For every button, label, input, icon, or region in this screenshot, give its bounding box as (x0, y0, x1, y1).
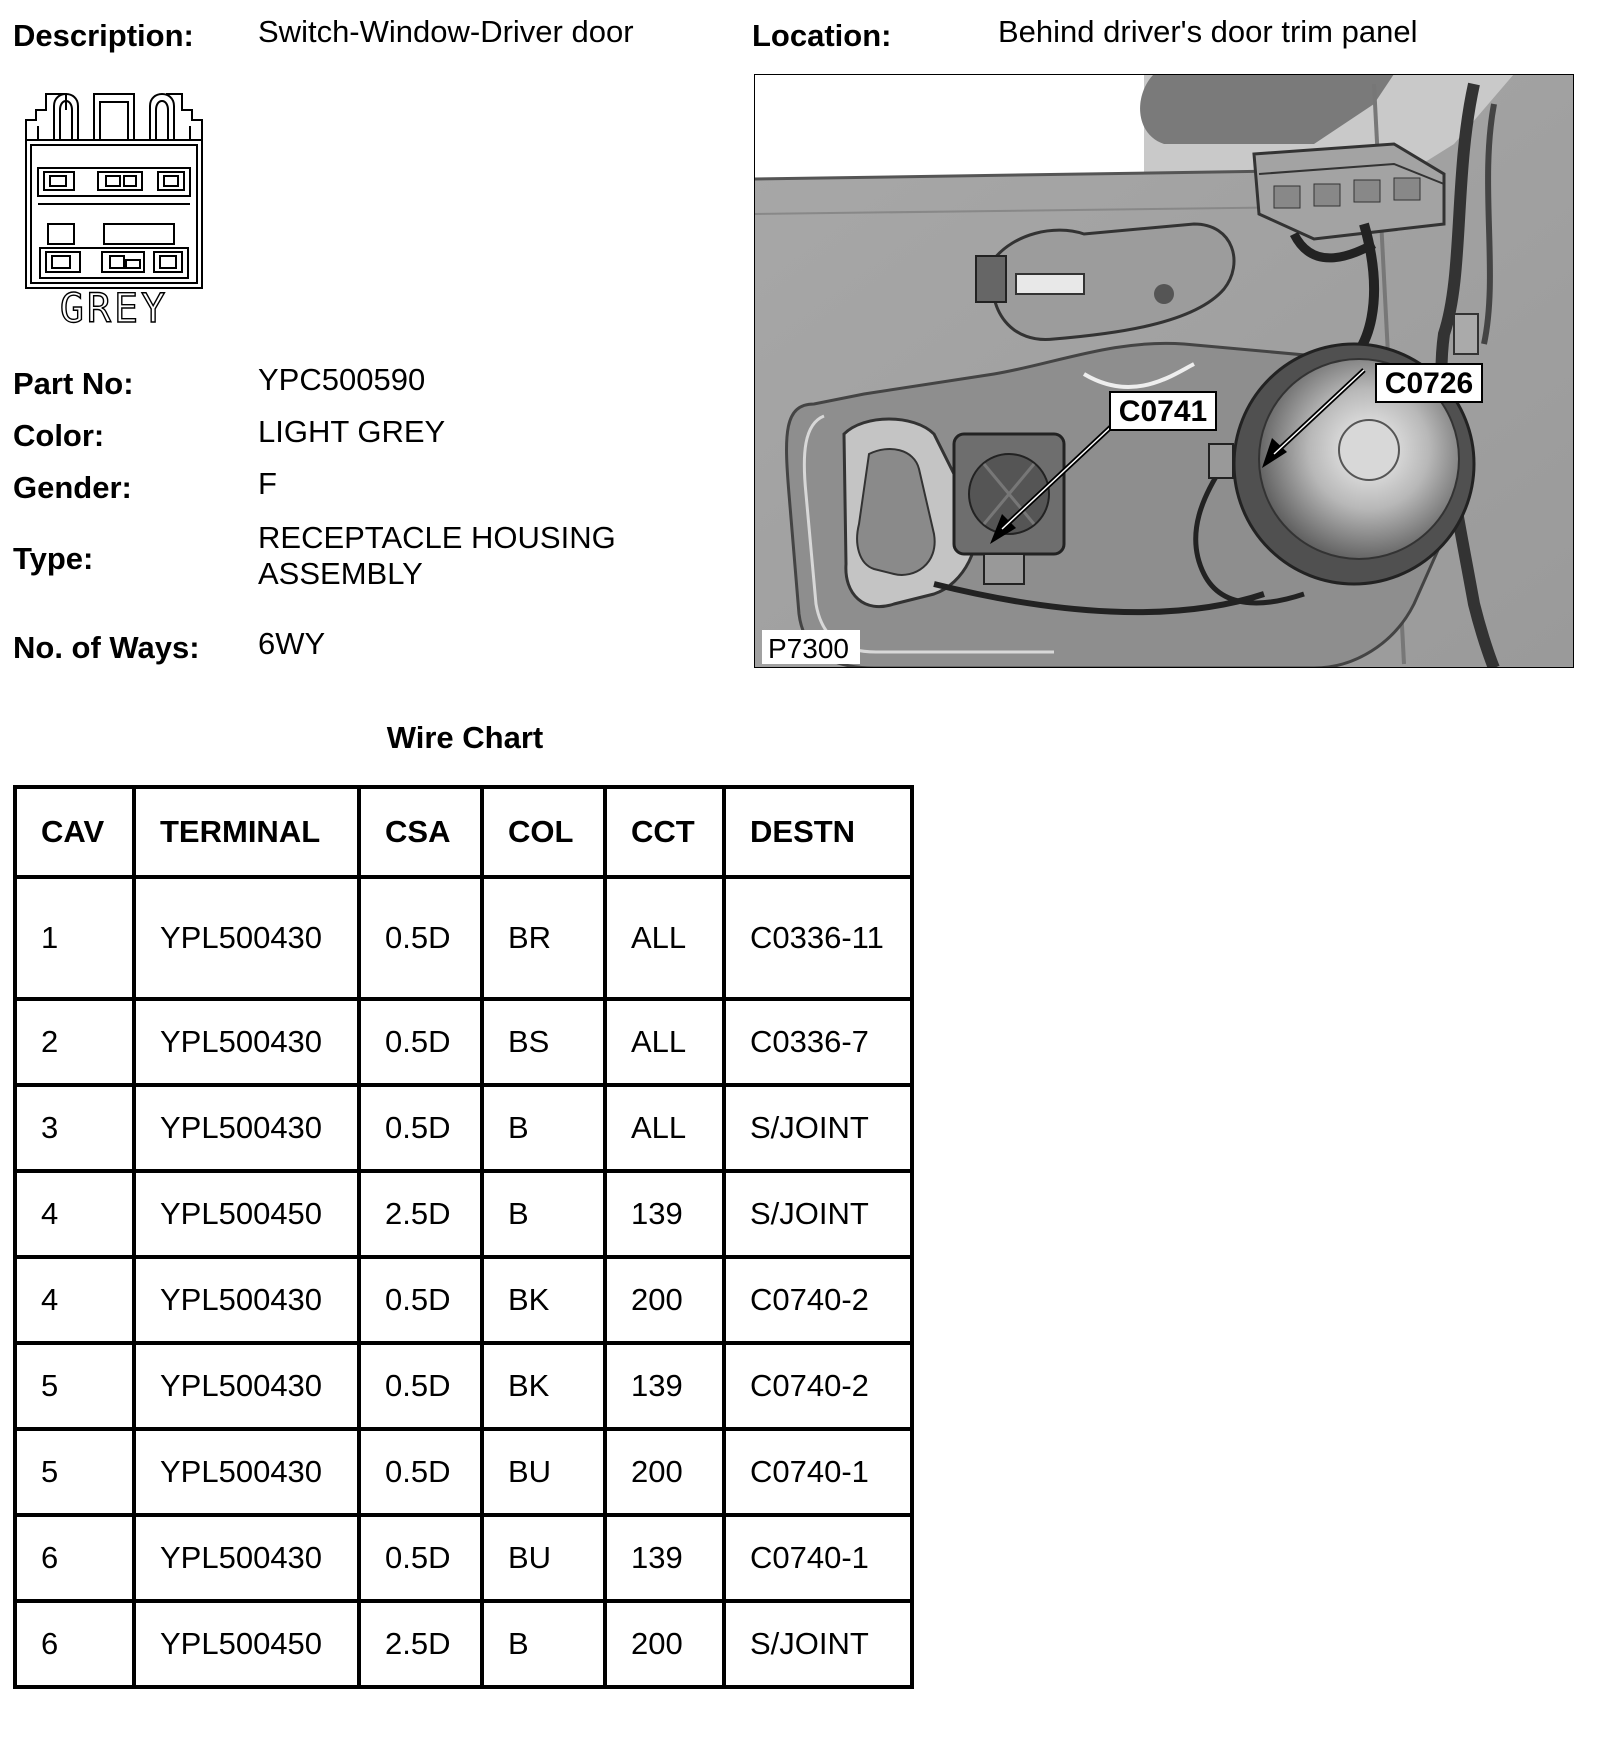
cell-cav: 5 (15, 1429, 134, 1515)
gender-value: F (258, 466, 277, 501)
cell-destn: C0740-2 (724, 1257, 912, 1343)
cell-csa: 0.5D (359, 1085, 482, 1171)
cell-destn: C0740-1 (724, 1429, 912, 1515)
type-label: Type: (13, 541, 94, 576)
cell-col: BS (482, 999, 605, 1085)
cavity-1 (158, 172, 184, 190)
cell-col: B (482, 1171, 605, 1257)
table-row (15, 1257, 912, 1343)
cell-cct: 139 (605, 1515, 724, 1601)
cell-cav: 6 (15, 1601, 134, 1687)
table-row (15, 1515, 912, 1601)
cell-col: BK (482, 1257, 605, 1343)
cell-csa: 0.5D (359, 999, 482, 1085)
table-row (15, 1085, 912, 1171)
cell-destn: S/JOINT (724, 1601, 912, 1687)
table-row (15, 1429, 912, 1515)
cell-cct: 200 (605, 1257, 724, 1343)
table-row (15, 1343, 912, 1429)
cell-cct: ALL (605, 999, 724, 1085)
type-value-line2: ASSEMBLY (258, 556, 423, 591)
cell-col: BU (482, 1429, 605, 1515)
cell-cav: 5 (15, 1343, 134, 1429)
gender-label: Gender: (13, 470, 132, 505)
door-location-illustration (754, 74, 1574, 668)
location-label: Location: (752, 18, 892, 53)
cell-terminal: YPL500430 (134, 999, 359, 1085)
part-no-label: Part No: (13, 366, 134, 401)
description-label: Description: (13, 18, 194, 53)
header-terminal: TERMINAL (134, 787, 359, 877)
cell-cct: ALL (605, 877, 724, 999)
cell-col: BR (482, 877, 605, 999)
cell-col: B (482, 1601, 605, 1687)
cell-cct: ALL (605, 1085, 724, 1171)
type-value-line1: RECEPTACLE HOUSING (258, 520, 616, 555)
cell-csa: 2.5D (359, 1171, 482, 1257)
ways-label: No. of Ways: (13, 630, 200, 665)
table-row (15, 877, 912, 999)
interior-handle-lever (1016, 274, 1084, 294)
ways-value: 6WY (258, 626, 326, 661)
cell-cct: 200 (605, 1601, 724, 1687)
cell-destn: C0740-1 (724, 1515, 912, 1601)
cell-terminal: YPL500450 (134, 1601, 359, 1687)
cell-cav: 2 (15, 999, 134, 1085)
table-row (15, 1171, 912, 1257)
location-value: Behind driver's door trim panel (998, 14, 1418, 49)
header-cct: CCT (605, 787, 724, 877)
cell-col: B (482, 1085, 605, 1171)
cell-terminal: YPL500430 (134, 1515, 359, 1601)
callout-c0726: C0726 (1384, 367, 1474, 400)
cell-csa: 2.5D (359, 1601, 482, 1687)
cell-destn: C0336-11 (724, 877, 912, 999)
description-value: Switch-Window-Driver door (258, 14, 634, 49)
cell-cav: 4 (15, 1171, 134, 1257)
color-value: LIGHT GREY (258, 414, 446, 449)
header-col: COL (482, 787, 605, 877)
cell-csa: 0.5D (359, 1343, 482, 1429)
cell-csa: 0.5D (359, 1257, 482, 1343)
cell-cav: 1 (15, 877, 134, 999)
cell-terminal: YPL500430 (134, 877, 359, 999)
cell-cct: 200 (605, 1429, 724, 1515)
cell-destn: C0740-2 (724, 1343, 912, 1429)
cell-terminal: YPL500430 (134, 1429, 359, 1515)
header-csa: CSA (359, 787, 482, 877)
cell-terminal: YPL500430 (134, 1343, 359, 1429)
cavity-3 (44, 172, 74, 190)
cell-col: BU (482, 1515, 605, 1601)
cell-destn: S/JOINT (724, 1171, 912, 1257)
connector-face-diagram (18, 86, 210, 330)
callout-c0741: C0741 (1118, 395, 1208, 428)
cell-csa: 0.5D (359, 877, 482, 999)
cell-terminal: YPL500430 (134, 1257, 359, 1343)
cell-destn: C0336-7 (724, 999, 912, 1085)
cell-cav: 4 (15, 1257, 134, 1343)
header-destn: DESTN (724, 787, 912, 877)
table-row (15, 999, 912, 1085)
cell-destn: S/JOINT (724, 1085, 912, 1171)
cell-cav: 3 (15, 1085, 134, 1171)
header-cav: CAV (15, 787, 134, 877)
wire-chart-header-row (15, 787, 912, 877)
part-no-value: YPC500590 (258, 362, 426, 397)
wire-chart-title: Wire Chart (386, 720, 544, 755)
cell-col: BK (482, 1343, 605, 1429)
cell-cav: 6 (15, 1515, 134, 1601)
cell-csa: 0.5D (359, 1429, 482, 1515)
cell-cct: 139 (605, 1171, 724, 1257)
cell-csa: 0.5D (359, 1515, 482, 1601)
wire-chart-table (13, 785, 914, 1689)
figure-id: P7300 (768, 633, 849, 664)
cell-cct: 139 (605, 1343, 724, 1429)
cell-terminal: YPL500430 (134, 1085, 359, 1171)
connector-color-text: GREY (59, 286, 169, 330)
table-row (15, 1601, 912, 1687)
cell-terminal: YPL500450 (134, 1171, 359, 1257)
color-label: Color: (13, 418, 105, 453)
